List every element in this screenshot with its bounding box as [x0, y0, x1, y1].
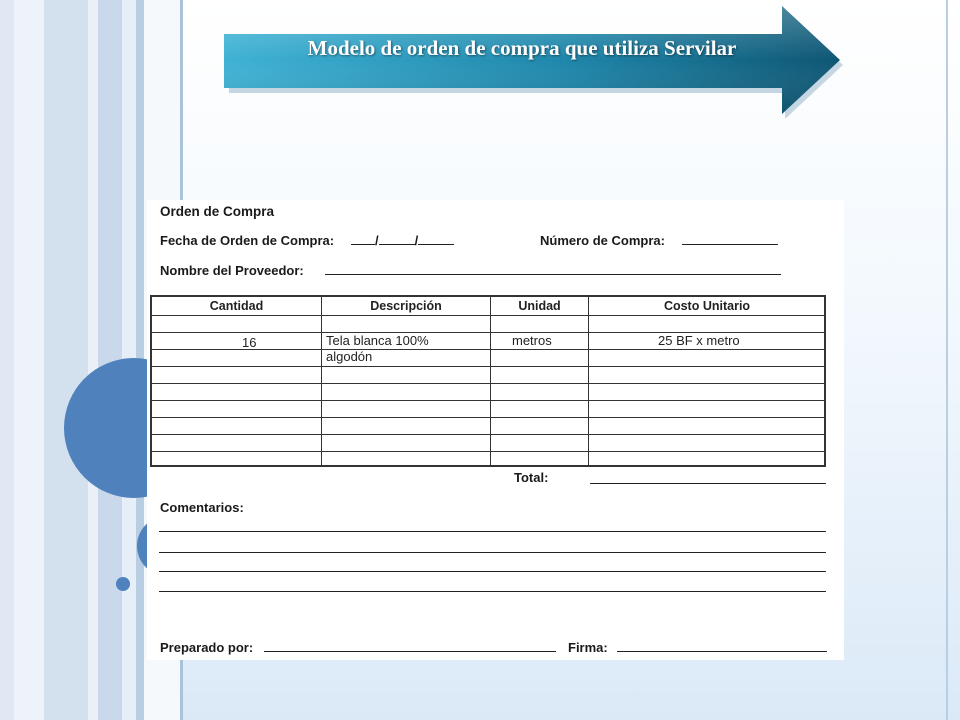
decor-stripe [14, 0, 44, 720]
table-rule [588, 297, 589, 465]
arrow-shape [222, 6, 844, 118]
comentarios-label: Comentarios: [160, 500, 244, 515]
table-rule [490, 297, 491, 465]
table-rule [152, 315, 824, 316]
table-rule [152, 417, 824, 418]
descripcion-cell: Tela blanca 100% algodón [326, 333, 429, 364]
preparado-blank [264, 640, 556, 655]
total-blank [590, 472, 826, 487]
table-rule [152, 383, 824, 384]
fecha-label: Fecha de Orden de Compra: [160, 233, 335, 248]
costo-cell: 25 BF x metro [658, 333, 740, 348]
comment-line [159, 552, 826, 553]
numero-label: Número de Compra: [540, 233, 665, 248]
proveedor-label: Nombre del Proveedor: [160, 263, 304, 278]
title-banner [222, 6, 844, 118]
preparado-label: Preparado por: [160, 640, 254, 655]
comment-line [159, 591, 826, 592]
proveedor-blank [325, 263, 781, 278]
numero-blank [682, 233, 778, 248]
table-rule [152, 366, 824, 367]
decor-stripe [0, 0, 14, 720]
total-label: Total: [514, 470, 549, 485]
decor-stripe [946, 0, 948, 720]
decor-circle [116, 577, 130, 591]
table-rule [152, 434, 824, 435]
page-title: Modelo de orden de compra que utiliza Servilar [307, 36, 737, 60]
decor-stripe [88, 0, 98, 720]
column-header: Unidad [518, 299, 561, 313]
column-header: Costo Unitario [663, 299, 751, 313]
decor-stripe [44, 0, 88, 720]
column-header: Cantidad [209, 299, 264, 313]
form-title: Orden de Compra [160, 204, 275, 219]
fecha-blank: / / [351, 233, 454, 248]
firma-blank [617, 640, 827, 655]
column-header: Descripción [370, 299, 442, 313]
items-table [150, 295, 826, 467]
table-rule [321, 297, 322, 465]
table-rule [152, 451, 824, 452]
table-rule [152, 400, 824, 401]
unidad-cell: metros [512, 333, 552, 348]
cantidad-cell: 16 [242, 335, 257, 350]
purchase-order-form [147, 200, 844, 660]
comment-line [159, 531, 826, 532]
firma-label: Firma: [568, 640, 608, 655]
comment-line [159, 571, 826, 572]
